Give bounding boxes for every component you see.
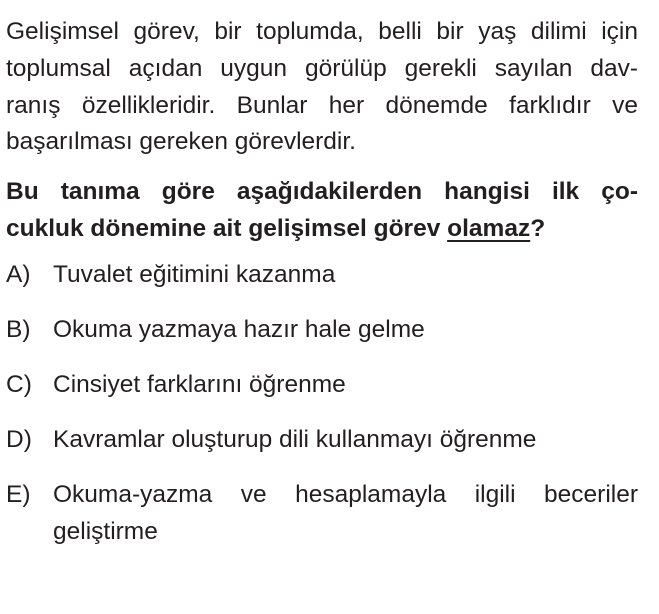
question-stem [6, 174, 638, 248]
answer-options [6, 256, 638, 550]
option-text-line: Cinsiyet farklarını öğrenme [53, 370, 346, 398]
passage-line: başarılması gereken görevlerdir. [6, 128, 356, 156]
option-letter: E) [6, 480, 31, 508]
option-text-line: Tuvalet eğitimini kazanma [53, 260, 336, 288]
option-a[interactable] [6, 256, 638, 293]
option-text [53, 311, 638, 348]
option-letter: C) [6, 370, 32, 398]
stem-emphasis-word: olamaz [447, 214, 531, 242]
stem-line: Bu tanıma göre aşağıdakilerden hangisi ilk ço- [6, 178, 638, 206]
stem-line [6, 211, 638, 248]
option-text-line: Kavramlar oluşturup dili kullanmayı öğrenme [53, 425, 537, 453]
option-d[interactable] [6, 421, 638, 458]
question-block [6, 14, 638, 568]
option-b[interactable] [6, 311, 638, 348]
option-letter: A) [6, 260, 31, 288]
stem-question-mark: ? [530, 214, 546, 242]
option-c[interactable] [6, 366, 638, 403]
option-text-line: geliştirme [53, 517, 158, 545]
option-text [53, 476, 638, 550]
option-letter: D) [6, 425, 32, 453]
option-text [53, 421, 638, 458]
option-text-line: Okuma-yazma ve hesaplamayla ilgili beceriler [53, 480, 638, 508]
option-e[interactable] [6, 476, 638, 550]
option-text-line: Okuma yazmaya hazır hale gelme [53, 315, 425, 343]
passage-line: Gelişimsel görev, bir toplumda, belli bir yaş dilimi için [6, 18, 638, 45]
passage-line: ranış özellikleridir. Bunlar her dönemde farklıdır ve [6, 91, 638, 119]
option-text [53, 366, 638, 403]
option-text [53, 256, 638, 293]
option-letter: B) [6, 315, 31, 343]
passage-line: toplumsal açıdan uygun görülüp gerekli sayılan dav- [6, 54, 638, 82]
question-passage [6, 14, 638, 161]
stem-text: cukluk dönemine ait gelişimsel görev [6, 214, 448, 242]
